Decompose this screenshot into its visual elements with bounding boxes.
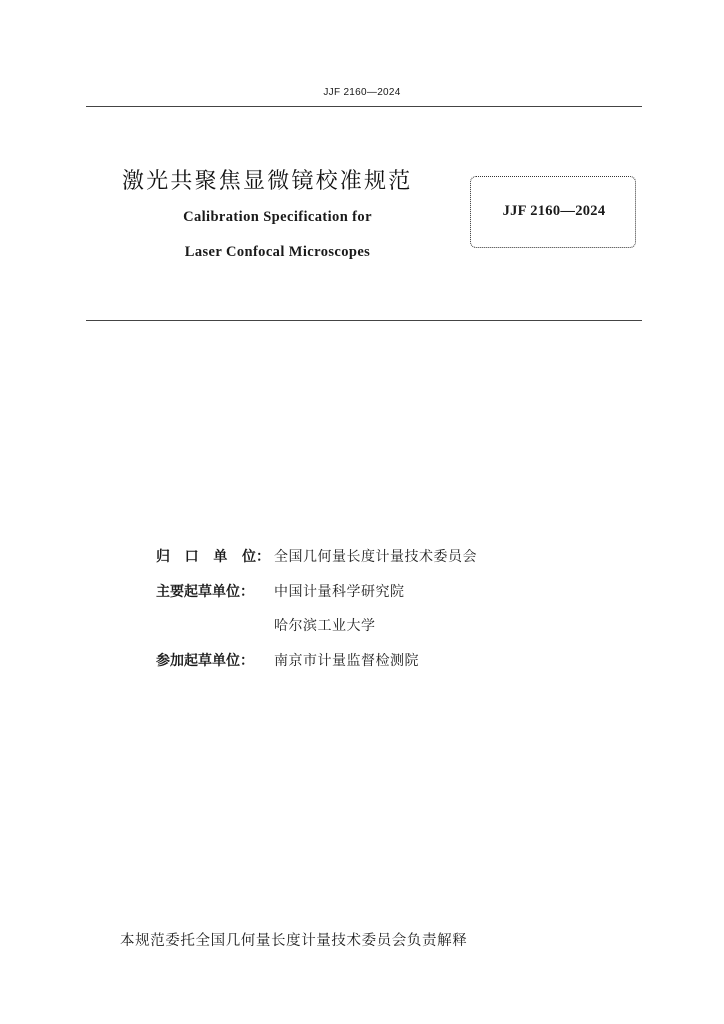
responsible-unit-label: [156, 546, 270, 566]
responsible-unit-value: 全国几何量长度计量技术委员会: [274, 549, 477, 565]
main-drafting-label-text: 主要起草单位：: [156, 584, 254, 600]
code-box-text: JJF 2160—2024: [502, 203, 606, 219]
header-rule: [86, 106, 642, 107]
responsible-label-char: 单: [213, 549, 228, 565]
responsible-label-char: 口: [184, 549, 199, 565]
participating-drafting-label: [156, 650, 270, 670]
participating-drafting-value: 南京市计量监督检测院: [274, 653, 419, 669]
responsible-label-char: 归: [156, 549, 170, 565]
main-drafting-value-2: 哈尔滨工业大学: [274, 618, 376, 634]
title-english-line1: Calibration Specification for: [183, 209, 372, 225]
responsible-label-char: 位：: [241, 549, 270, 565]
running-header-code: JJF 2160—2024: [323, 87, 401, 98]
main-drafting-label: [156, 581, 270, 601]
main-drafting-value-1: 中国计量科学研究院: [274, 584, 405, 600]
interpretation-note: 本规范委托全国几何量长度计量技术委员会负责解释: [120, 933, 468, 949]
title-english-line2: Laser Confocal Microscopes: [184, 244, 371, 260]
participating-label-text: 参加起草单位：: [156, 653, 254, 669]
title-section-rule: [86, 320, 642, 321]
title-chinese: 激光共聚焦显微镜校准规范: [122, 169, 413, 194]
